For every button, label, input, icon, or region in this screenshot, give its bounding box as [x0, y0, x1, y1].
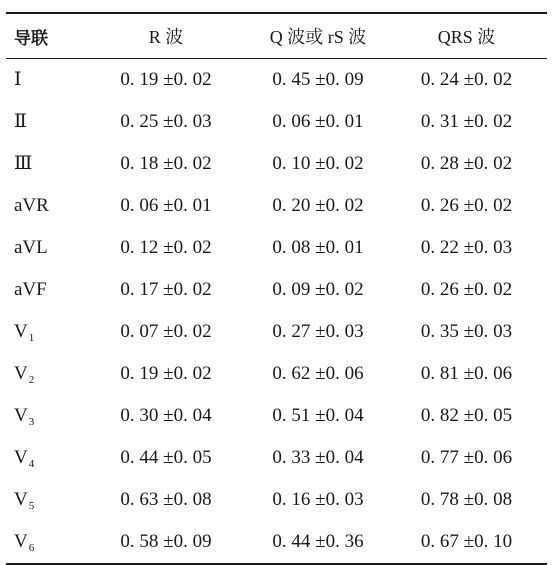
table-row [6, 101, 547, 143]
table-row [6, 395, 547, 437]
lead-cell: $V_5$ [14, 488, 35, 512]
r-wave-cell: 0. 12 ±0. 02 [120, 237, 212, 258]
q-wave-cell: 0. 06 ±0. 01 [272, 111, 364, 132]
lead-cell: aVF [14, 278, 47, 300]
q-wave-cell: 0. 20 ±0. 02 [272, 195, 364, 216]
r-wave-cell: 0. 30 ±0. 04 [120, 405, 212, 426]
data-table [6, 12, 547, 565]
lead-cell: aVL [14, 236, 48, 258]
r-wave-cell: 0. 07 ±0. 02 [120, 321, 212, 342]
r-wave-cell: 0. 63 ±0. 08 [120, 489, 212, 510]
table-body [6, 59, 547, 563]
r-wave-cell: 0. 06 ±0. 01 [120, 195, 212, 216]
qrs-wave-cell: 0. 26 ±0. 02 [420, 279, 513, 300]
r-wave-cell: 0. 44 ±0. 05 [120, 447, 212, 468]
q-wave-cell: 0. 27 ±0. 03 [272, 321, 364, 342]
lead-cell: $V_2$ [14, 362, 35, 386]
header-q-wave: Q 波或 rS 波 [269, 27, 367, 47]
r-wave-cell: 0. 19 ±0. 02 [120, 69, 212, 90]
table-row [6, 311, 547, 353]
r-wave-cell: 0. 58 ±0. 09 [120, 531, 212, 552]
lead-cell: $V_4$ [14, 446, 35, 470]
table-row [6, 227, 547, 269]
table-row [6, 143, 547, 185]
header-r-wave: R 波 [148, 27, 184, 47]
r-wave-cell: 0. 25 ±0. 03 [120, 111, 212, 132]
q-wave-cell: 0. 10 ±0. 02 [272, 153, 364, 174]
qrs-wave-cell: 0. 78 ±0. 08 [420, 489, 513, 510]
q-wave-cell: 0. 45 ±0. 09 [272, 69, 364, 90]
q-wave-cell: 0. 33 ±0. 04 [272, 447, 364, 468]
lead-cell: $V_6$ [14, 530, 35, 554]
table-row [6, 185, 547, 227]
qrs-wave-cell: 0. 67 ±0. 10 [420, 531, 513, 552]
lead-cell: Ⅰ [14, 69, 22, 90]
qrs-wave-cell: 0. 24 ±0. 02 [420, 69, 513, 90]
table-row [6, 479, 547, 521]
table-header-row [6, 14, 547, 58]
q-wave-cell: 0. 08 ±0. 01 [272, 237, 364, 258]
lead-cell: Ⅲ [14, 153, 33, 174]
q-wave-cell: 0. 62 ±0. 06 [272, 363, 364, 384]
header-lead: 导联 [14, 28, 48, 49]
q-wave-cell: 0. 16 ±0. 03 [272, 489, 364, 510]
lead-cell: aVR [14, 194, 49, 216]
table-row [6, 269, 547, 311]
qrs-wave-cell: 0. 35 ±0. 03 [420, 321, 513, 342]
qrs-wave-cell: 0. 81 ±0. 06 [420, 363, 513, 384]
qrs-wave-cell: 0. 22 ±0. 03 [420, 237, 513, 258]
q-wave-cell: 0. 09 ±0. 02 [272, 279, 364, 300]
qrs-wave-cell: 0. 31 ±0. 02 [420, 111, 513, 132]
lead-cell: $V_3$ [14, 404, 35, 428]
q-wave-cell: 0. 51 ±0. 04 [272, 405, 364, 426]
r-wave-cell: 0. 17 ±0. 02 [120, 279, 212, 300]
header-qrs-wave: QRS 波 [437, 27, 496, 47]
table-row [6, 521, 547, 563]
table-row [6, 353, 547, 395]
qrs-wave-cell: 0. 28 ±0. 02 [420, 153, 513, 174]
table-row [6, 59, 547, 101]
lead-cell: Ⅱ [14, 111, 27, 132]
table-row [6, 437, 547, 479]
qrs-wave-cell: 0. 77 ±0. 06 [420, 447, 513, 468]
lead-cell: $V_1$ [14, 320, 35, 344]
r-wave-cell: 0. 18 ±0. 02 [120, 153, 212, 174]
r-wave-cell: 0. 19 ±0. 02 [120, 363, 212, 384]
qrs-wave-cell: 0. 26 ±0. 02 [420, 195, 513, 216]
qrs-wave-cell: 0. 82 ±0. 05 [420, 405, 513, 426]
q-wave-cell: 0. 44 ±0. 36 [272, 531, 364, 552]
